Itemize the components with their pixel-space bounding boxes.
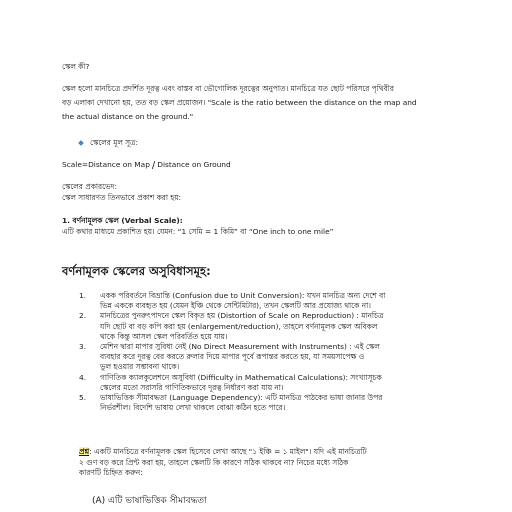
intro-line-2: বড় এলাকা দেখানো হয়, তত বড় স্কেল প্রয়োজন। "Scale is the ratio between the distance on the map and (62, 98, 417, 107)
formula-right: Distance on Ground (157, 160, 231, 169)
verbal-scale-description: এটি কথার মাধ্যমে প্রকাশিত হয়। যেমন: “1 সেমি = 1 কিমি” বা “One inch to one mile” (62, 227, 334, 236)
limitation-item (79, 291, 489, 311)
question-line-3: কারণটি চিহ্নিত করুন: (79, 468, 143, 477)
limitation-number: 2. (79, 311, 87, 321)
limitation-line: মেশিন দ্বারা মাপার সুবিধা নেই (No Direct Measurement with Instruments) : এই স্কেল (100, 342, 380, 352)
verbal-scale-title: 1. বর্ণনামূলক স্কেল (Verbal Scale): (62, 216, 183, 225)
diamond-bullet-icon (78, 140, 84, 146)
intro-line-3: the actual distance on the ground." (62, 112, 194, 121)
limitation-line: ব্যবহার করে দূরত্ব বের করতে রুলার দিয়ে মাপার পূর্বে রূপান্তর করতে হয়, যা সময়সাপেক্ষ ও (100, 352, 365, 362)
heading-what-is-scale: স্কেল কী? (62, 62, 90, 71)
limitation-line: স্কেলের মতো সরাসরি গাণিতিকভাবে দূরত্ব নির্ধারণ করা যায় না। (100, 382, 284, 392)
limitation-line: মানচিত্রের পুনরুৎপাদনে স্কেল বিকৃত হয় (Distortion of Scale on Reproduction) : মানচিত্র (100, 311, 384, 321)
question-line-1 (79, 447, 494, 458)
limitation-line: একক পরিবর্তনে বিভ্রান্তি (Confusion due to Unit Conversion): যখন মানচিত্র অন্য দেশে বা (100, 291, 386, 300)
limitation-line: গাণিতিক ক্যালকুলেশনে অসুবিধা (Difficulty in Mathematical Calculations): সংখ্যাসূচক (100, 372, 382, 382)
scale-formula (62, 160, 231, 172)
limitation-line: ভুল হওয়ার সম্ভাবনা থাকে। (100, 362, 180, 372)
limitation-number: 1. (79, 291, 87, 300)
intro-line-1: স্কেল হলো মানচিত্রে প্রদর্শিত দূরত্ব এবং বাস্তব বা ভৌগোলিক দূরত্বের অনুপাত। মানচিত্রে যত ছোট পরিসরে পৃথিবীর (62, 84, 394, 93)
limitation-line: নির্ভরশীল। বিদেশি ভাষায় লেখা থাকলে বোঝা কঠিন হতে পারে। (100, 403, 286, 413)
limitation-line: থাকে কিন্তু আসল স্কেল পরিবর্তিত হয়ে যায়। (100, 331, 228, 341)
limitation-line: যদি ছোট বা বড় কপি করা হয় (enlargement/reduction), তাহলে বর্ণনামূলক স্কেল অবিকল (100, 321, 378, 331)
question-text-1: : একটি মানচিত্রে বর্ণনামূলক স্কেল হিসেবে লেখা আছে "১ ইঞ্চি = ১ মাইল"। যদি এই মানচিত্রটি (89, 447, 367, 456)
formula-left: Scale=Distance on Map (62, 160, 150, 169)
limitation-item (79, 393, 489, 413)
types-heading: স্কেলের প্রকারভেদ: (62, 182, 117, 191)
limitation-item (79, 311, 489, 342)
question-line-2: ২ গুণ বড় করে প্রিন্ট করা হয়, তাহলে স্কেলটি কি কারণে সঠিক থাকবে না? নিচের মধ্যে সঠিক (79, 457, 349, 467)
limitation-item (79, 373, 489, 393)
formula-separator: / (151, 160, 156, 171)
limitation-line: ভিন্ন এককে ব্যবহৃত হয় (যেমন ইঞ্চি থেকে সেন্টিমিটার), তখন স্কেলটি আর প্রযোজ্য থাকে না। (100, 301, 371, 311)
question-label: প্রশ্ন (79, 447, 90, 456)
limitations-list (79, 291, 489, 413)
limitation-item (79, 342, 489, 373)
formula-heading (79, 138, 138, 149)
limitations-title: বর্ণনামূলক স্কেলের অসুবিধাসমূহ: (62, 264, 211, 278)
formula-heading-text: স্কেলের মূল সূত্র: (90, 138, 138, 147)
limitation-number: 5. (79, 393, 87, 403)
limitation-number: 4. (79, 372, 87, 382)
option-a: (A) এটি ভাষাভিত্তিক সীমাবদ্ধতা (92, 496, 207, 506)
limitation-number: 3. (79, 342, 87, 352)
limitation-line: ভাষাভিত্তিক সীমাবদ্ধতা (Language Dependency): এটি মানচিত্র পাঠকের ভাষা জানার উপর (100, 393, 383, 403)
question-block (79, 447, 494, 479)
types-subheading: স্কেল সাধারণত তিনভাবে প্রকাশ করা হয়: (62, 193, 182, 202)
